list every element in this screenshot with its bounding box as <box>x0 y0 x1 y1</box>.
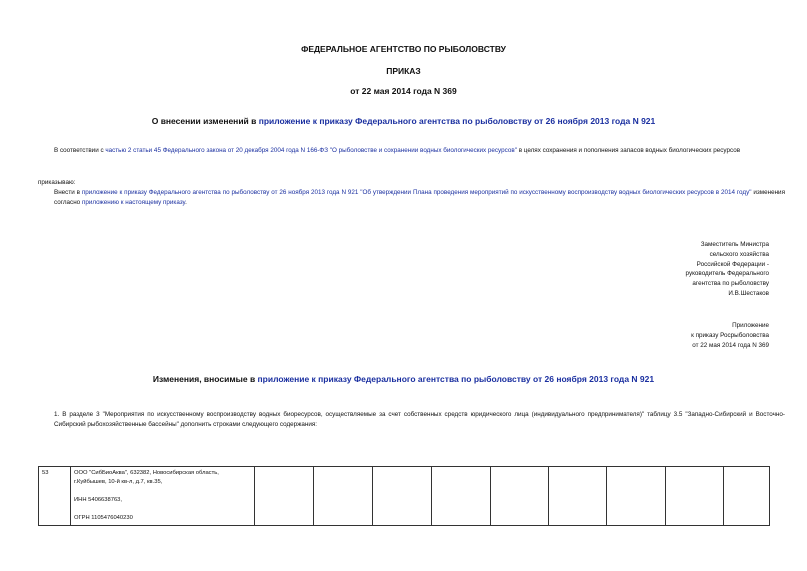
federal-law-link[interactable]: частью 2 статьи 45 Федерального закона от 20 декабря 2004 года N 166-ФЗ "О рыболовстве и сохранении водных биологических ресурсов" <box>105 147 517 154</box>
intro-text-2: в целях сохранения и пополнения запасов водных биологических ресурсов <box>516 147 741 154</box>
table-cell <box>491 467 549 526</box>
organization-cell <box>71 467 255 526</box>
document-type: ПРИКАЗ <box>386 66 421 76</box>
title-link[interactable]: приложение к приказу Федерального агентства по рыболовству от 26 ноября 2013 года N 921 <box>258 116 656 126</box>
org-line: г.Куйбышев, 10-й кв-л, д.7, кв.35, <box>74 479 163 485</box>
table-cell <box>724 467 770 526</box>
signature-block <box>686 240 769 299</box>
org-line: ИНН 5406638763, <box>74 497 122 503</box>
changes-title-link[interactable]: приложение к приказу Федерального агентства по рыболовству от 26 ноября 2013 года N 921 <box>257 374 655 384</box>
clause-text-2: изменения согласно <box>54 189 785 206</box>
signature-line: сельского хозяйства <box>709 250 769 258</box>
signature-line: Заместитель Министра <box>700 241 769 248</box>
signature-name: И.В.Шестаков <box>728 289 769 297</box>
org-line: ОГРН 1105476040230 <box>74 515 133 521</box>
org-line: ООО "СибБиоАква", 632382, Новосибирская область, <box>74 470 219 476</box>
table-cell <box>314 467 373 526</box>
table-cell <box>255 467 314 526</box>
table-cell <box>432 467 491 526</box>
intro-text-1: В соответствии с <box>54 147 106 154</box>
order-921-link[interactable]: приложение к приказу Федерального агентства по рыболовству от 26 ноября 2013 года N 921 "Об утверждении Плана проведения мероприятий по искусственному воспроизводству водных биологических ресурсов в 2014 году" <box>81 189 752 196</box>
changes-title-prefix: Изменения, вносимые в <box>152 374 258 384</box>
appendix-line: к приказу Росрыболовства <box>691 331 769 339</box>
org-line <box>74 487 251 496</box>
appendix-reference <box>691 321 769 350</box>
table-row <box>39 467 770 526</box>
order-word: приказываю: <box>38 179 76 186</box>
signature-line: Российской Федерации - <box>696 260 769 268</box>
signature-line: агентства по рыболовству <box>692 280 769 288</box>
document-title <box>0 116 807 126</box>
appendix-line: Приложение <box>732 322 769 329</box>
row-number-cell: 53 <box>39 467 71 526</box>
table-cell <box>549 467 607 526</box>
table-cell <box>666 467 724 526</box>
title-prefix: О внесении изменений в <box>151 116 259 126</box>
agency-name: ФЕДЕРАЛЬНОЕ АГЕНТСТВО ПО РЫБОЛОВСТВУ <box>301 44 506 54</box>
table-cell <box>607 467 666 526</box>
clause-paragraph <box>38 188 785 208</box>
org-line <box>74 505 251 514</box>
table-cell <box>373 467 432 526</box>
appendix-line: от 22 мая 2014 года N 369 <box>692 341 769 349</box>
clause-text-1: Внести в <box>54 189 82 196</box>
intro-paragraph <box>38 146 785 156</box>
signature-line: руководитель Федерального <box>685 270 769 278</box>
changes-title <box>0 374 807 384</box>
clause-text-3: . <box>185 199 187 206</box>
document-number: от 22 мая 2014 года N 369 <box>350 86 457 96</box>
change-item-1: 1. В разделе 3 "Мероприятия по искусственному воспроизводству водных биоресурсов, осуществляемые за счет собственных средств юридического лица (индивидуального предпринимателя)" таблицу 3.5 "Западно-Сибирский и Восточно-Сибирский рыбохозяйственные бассейны" дополнить строками следующего содержания: <box>54 411 785 428</box>
changes-table <box>38 466 770 526</box>
appendix-link[interactable]: приложению к настоящему приказу <box>81 199 186 206</box>
